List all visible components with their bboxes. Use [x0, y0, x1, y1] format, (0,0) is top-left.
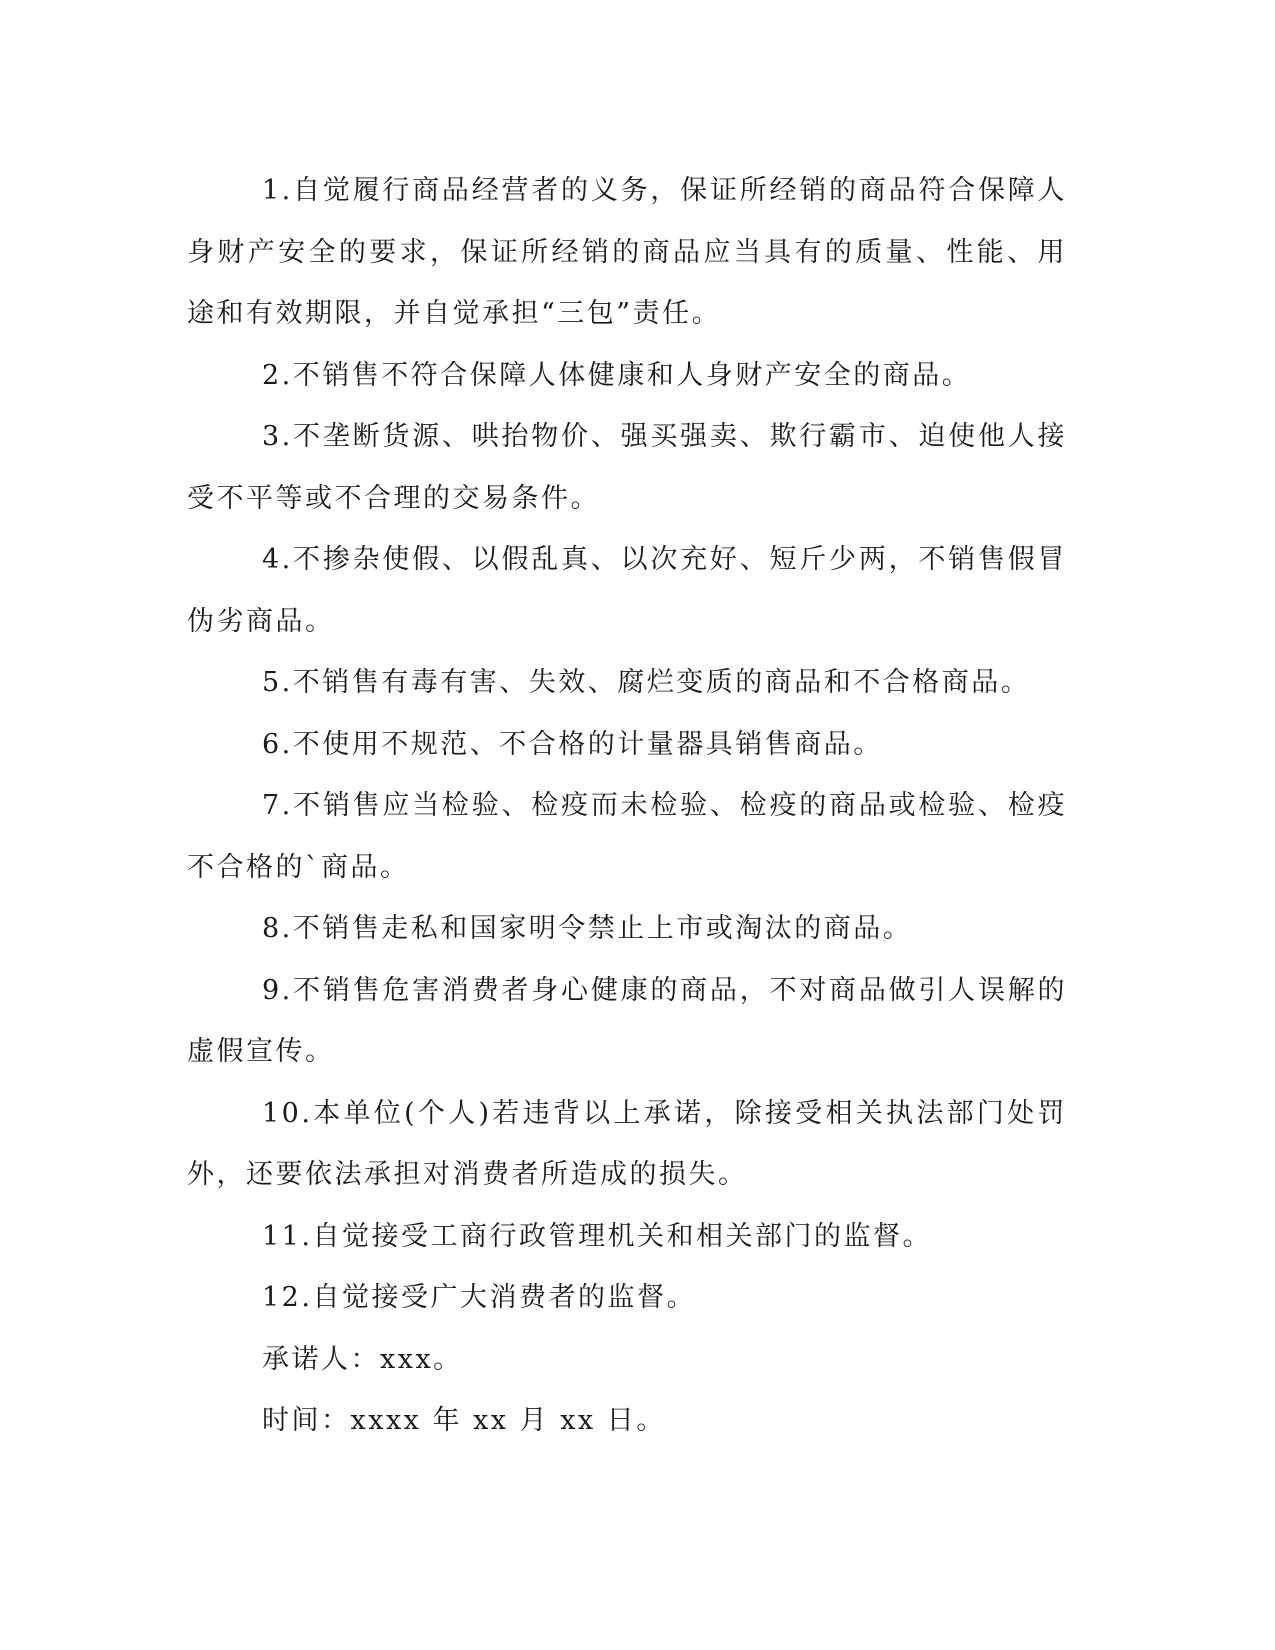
date-line: 时间：xxxx 年 xx 月 xx 日。	[262, 1405, 666, 1436]
commitment-item-10: 10.本单位(个人)若违背以上承诺，除接受相关执法部门处罚外，还要依法承担对消费者所造成的损失。	[187, 1097, 1067, 1190]
commitment-item-4: 4.不掺杂使假、以假乱真、以次充好、短斤少两，不销售假冒伪劣商品。	[187, 544, 1067, 637]
commitment-item-1: 1.自觉履行商品经营者的义务，保证所经销的商品符合保障人身财产安全的要求，保证所经销的商品应当具有的质量、性能、用途和有效期限，并自觉承担“三包”责任。	[187, 175, 1067, 329]
commitment-item-11: 11.自觉接受工商行政管理机关和相关部门的监督。	[262, 1220, 932, 1252]
commitment-item-3: 3.不垄断货源、哄抬物价、强买强卖、欺行霸市、迫使他人接受不平等或不合理的交易条件。	[187, 421, 1067, 514]
commitment-item-12: 12.自觉接受广大消费者的监督。	[262, 1282, 696, 1313]
commitment-item-9: 9.不销售危害消费者身心健康的商品，不对商品做引人误解的虚假宣传。	[187, 974, 1067, 1067]
commitment-item-6: 6.不使用不规范、不合格的计量器具销售商品。	[262, 728, 883, 760]
signatory-line: 承诺人：xxx。	[262, 1343, 463, 1375]
commitment-item-2: 2.不销售不符合保障人体健康和人身财产安全的商品。	[262, 359, 972, 391]
commitment-item-8: 8.不销售走私和国家明令禁止上市或淘汰的商品。	[262, 913, 913, 944]
commitment-item-7: 7.不销售应当检验、检疫而未检验、检疫的商品或检验、检疫不合格的`商品。	[187, 790, 1067, 883]
document-body	[187, 160, 1067, 1452]
commitment-item-5: 5.不销售有毒有害、失效、腐烂变质的商品和不合格商品。	[262, 667, 1031, 698]
